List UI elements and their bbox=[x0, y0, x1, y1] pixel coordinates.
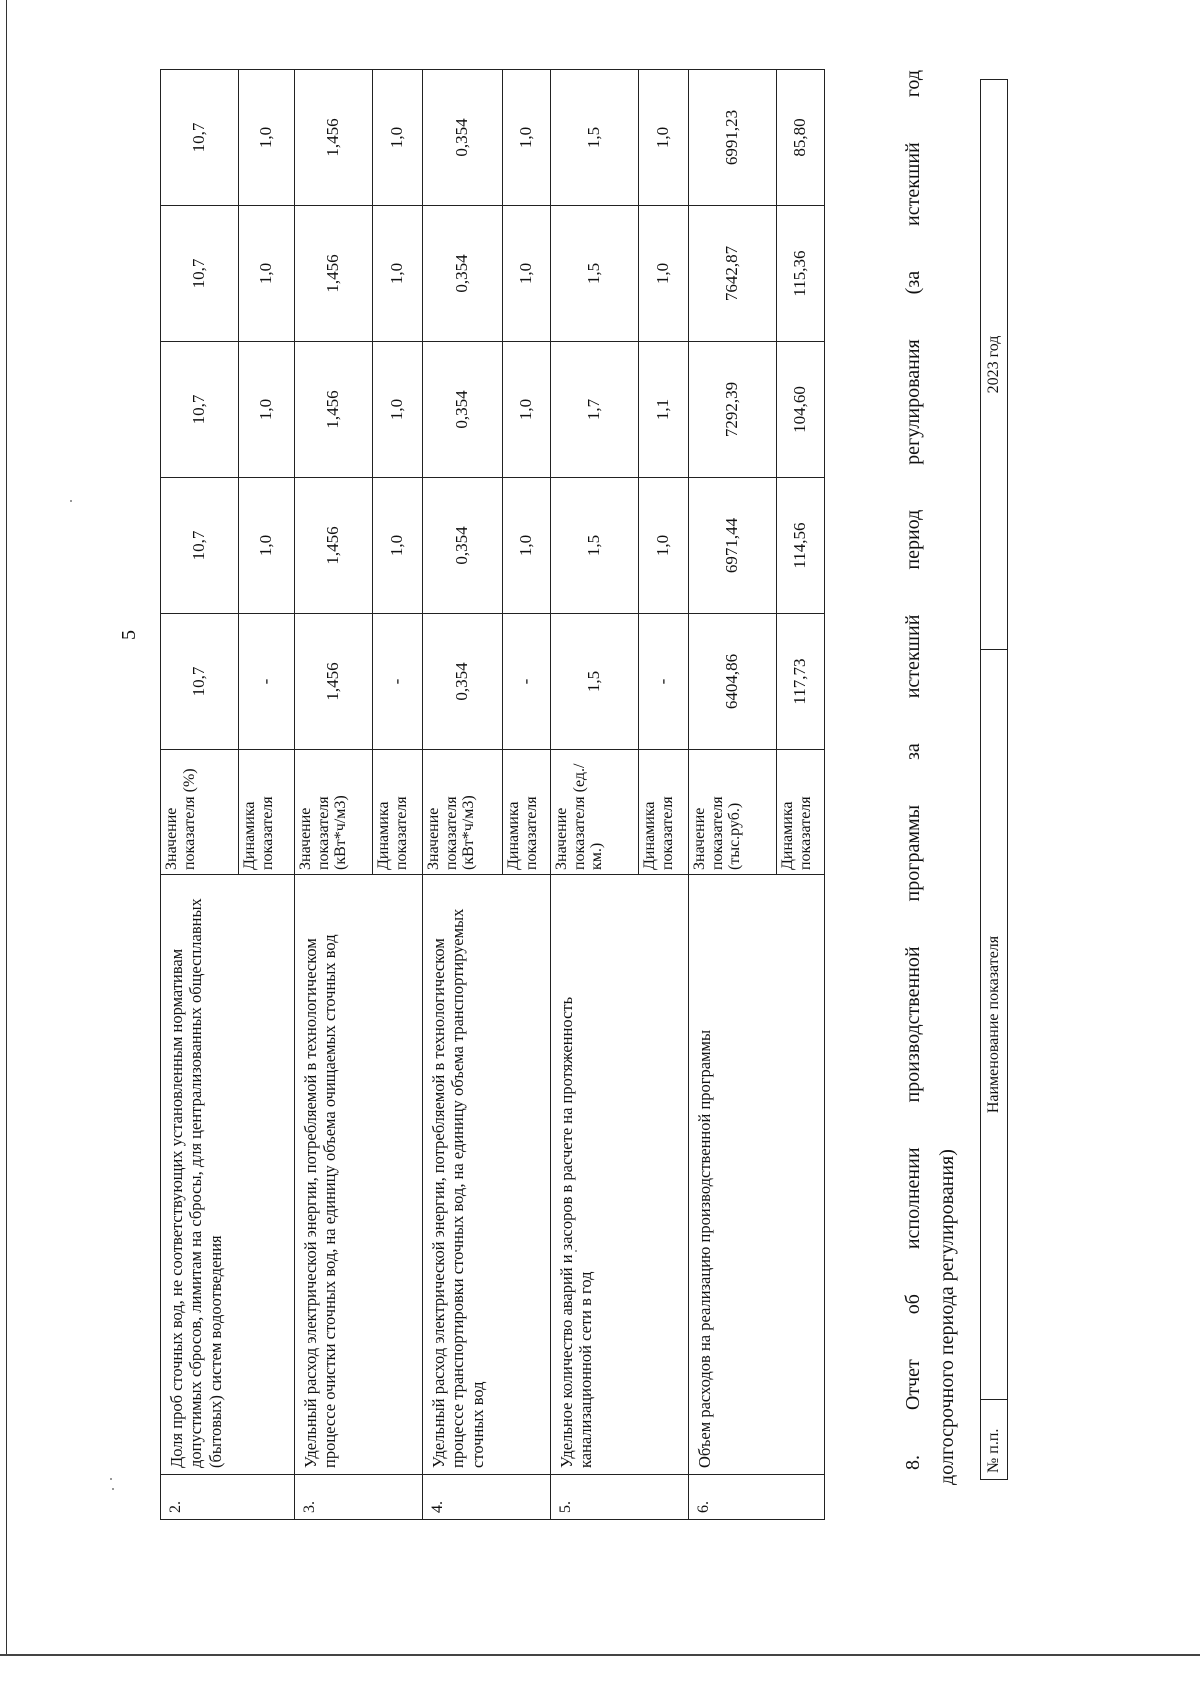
indicator-value-cell: 1,5 bbox=[551, 206, 639, 342]
indicator-dynamics-cell: 1,0 bbox=[239, 478, 295, 614]
indicator-row bbox=[295, 70, 373, 1520]
indicator-value-cell: 6404,86 bbox=[689, 614, 777, 750]
dynamics-label: Динамика показателя bbox=[639, 750, 689, 875]
indicator-value-cell: 10,7 bbox=[161, 342, 239, 478]
dynamics-label: Динамика показателя bbox=[503, 750, 551, 875]
indicator-value-cell: 7292,39 bbox=[689, 342, 777, 478]
indicator-dynamics-cell: - bbox=[239, 614, 295, 750]
indicator-dynamics-cell: 104,60 bbox=[777, 342, 825, 478]
indicator-value-cell: 0,354 bbox=[423, 70, 503, 206]
indicator-dynamics-cell: 1,0 bbox=[373, 206, 423, 342]
indicator-dynamics-cell: 1,0 bbox=[373, 478, 423, 614]
report-col-year: 2023 год bbox=[981, 80, 1008, 650]
indicator-name: Удельное количество аварий и засоров в расчете на протяженность канализационной сети в год bbox=[551, 875, 689, 1475]
indicator-name: Объем расходов на реализацию производственной программы bbox=[689, 875, 825, 1475]
indicator-dynamics-cell: 1,0 bbox=[503, 478, 551, 614]
indicator-dynamics-cell: 1,0 bbox=[373, 342, 423, 478]
indicator-dynamics-cell: 114,56 bbox=[777, 478, 825, 614]
indicator-value-cell: 1,5 bbox=[551, 70, 639, 206]
indicator-number: 4. bbox=[423, 1475, 551, 1520]
scan-page-edge-bottom bbox=[0, 1654, 1200, 1656]
indicator-value-cell: 1,456 bbox=[295, 342, 373, 478]
indicator-dynamics-cell: 117,73 bbox=[777, 614, 825, 750]
indicator-number: 3. bbox=[295, 1475, 423, 1520]
indicator-dynamics-cell: 85,80 bbox=[777, 70, 825, 206]
indicator-name: Удельный расход электрической энергии, потребляемой в технологическом процессе транспортировки сточных вод, на единицу объема транспортируемых сточных вод bbox=[423, 875, 551, 1475]
indicator-name: Удельный расход электрической энергии, потребляемой в технологическом процессе очистки сточных вод, на единицу объема очищаемых сточных вод bbox=[295, 875, 423, 1475]
indicator-dynamics-cell: 1,0 bbox=[239, 70, 295, 206]
indicator-dynamics-cell: - bbox=[503, 614, 551, 750]
section-title-continuation: долгосрочного периода регулирования) bbox=[936, 1149, 958, 1485]
indicator-dynamics-cell: 1,0 bbox=[503, 206, 551, 342]
dynamics-label: Динамика показателя bbox=[239, 750, 295, 875]
indicator-value-cell: 1,456 bbox=[295, 614, 373, 750]
indicator-row bbox=[161, 70, 239, 1520]
indicators-table bbox=[160, 69, 825, 1520]
page-number: 5 bbox=[118, 630, 140, 640]
indicator-number: 2. bbox=[161, 1475, 295, 1520]
indicator-value-cell: 6971,44 bbox=[689, 478, 777, 614]
indicator-value-cell: 10,7 bbox=[161, 206, 239, 342]
indicator-dynamics-cell: 1,0 bbox=[503, 70, 551, 206]
indicator-dynamics-cell: 1,0 bbox=[239, 206, 295, 342]
dynamics-label: Динамика показателя bbox=[777, 750, 825, 875]
indicator-dynamics-cell: 1,0 bbox=[373, 70, 423, 206]
value-label: Значение показателя (кВт*ч/м3) bbox=[295, 750, 373, 875]
indicator-dynamics-cell: 1,0 bbox=[639, 206, 689, 342]
value-label: Значение показателя (кВт*ч/м3) bbox=[423, 750, 503, 875]
indicator-value-cell: 6991,23 bbox=[689, 70, 777, 206]
indicator-value-cell: 1,5 bbox=[551, 614, 639, 750]
indicator-number: 6. bbox=[689, 1475, 825, 1520]
indicator-value-cell: 10,7 bbox=[161, 478, 239, 614]
dynamics-label: Динамика показателя bbox=[373, 750, 423, 875]
value-label: Значение показателя (%) bbox=[161, 750, 239, 875]
indicator-value-cell: 7642,87 bbox=[689, 206, 777, 342]
indicator-dynamics-cell: 1,0 bbox=[639, 478, 689, 614]
indicator-value-cell: 10,7 bbox=[161, 614, 239, 750]
section-title: 8. Отчет об исполнении производственной программы за истекший период регулирования (за истекший год bbox=[902, 70, 924, 1470]
indicator-row bbox=[423, 70, 503, 1520]
indicator-value-cell: 0,354 bbox=[423, 614, 503, 750]
indicator-number: 5. bbox=[551, 1475, 689, 1520]
indicator-name: Доля проб сточных вод, не соответствующих установленным нормативам допустимых сбросов, лимитам на сбросы, для централизованных общесплавных (бытовых) систем водоотведения bbox=[161, 875, 295, 1475]
value-label: Значение показателя (тыс.руб.) bbox=[689, 750, 777, 875]
value-label: Значение показателя (ед./км.) bbox=[551, 750, 639, 875]
indicator-dynamics-cell: 1,1 bbox=[639, 342, 689, 478]
indicator-value-cell: 1,5 bbox=[551, 478, 639, 614]
indicator-value-cell: 0,354 bbox=[423, 206, 503, 342]
report-col-num: № п.п. bbox=[981, 1400, 1008, 1480]
indicator-value-cell: 1,456 bbox=[295, 70, 373, 206]
indicator-value-cell: 0,354 bbox=[423, 478, 503, 614]
indicator-value-cell: 0,354 bbox=[423, 342, 503, 478]
indicator-row bbox=[551, 70, 639, 1520]
indicator-dynamics-cell: 1,0 bbox=[639, 70, 689, 206]
indicator-row bbox=[689, 70, 777, 1520]
report-table bbox=[980, 79, 1008, 1480]
indicator-value-cell: 1,456 bbox=[295, 206, 373, 342]
indicator-value-cell: 10,7 bbox=[161, 70, 239, 206]
indicator-dynamics-cell: 1,0 bbox=[503, 342, 551, 478]
indicator-value-cell: 1,456 bbox=[295, 478, 373, 614]
indicator-dynamics-cell: - bbox=[373, 614, 423, 750]
report-table-header bbox=[981, 80, 1008, 1480]
indicator-value-cell: 1,7 bbox=[551, 342, 639, 478]
indicator-dynamics-cell: 115,36 bbox=[777, 206, 825, 342]
indicator-dynamics-cell: - bbox=[639, 614, 689, 750]
report-col-name: Наименование показателя bbox=[981, 650, 1008, 1400]
indicator-dynamics-cell: 1,0 bbox=[239, 342, 295, 478]
